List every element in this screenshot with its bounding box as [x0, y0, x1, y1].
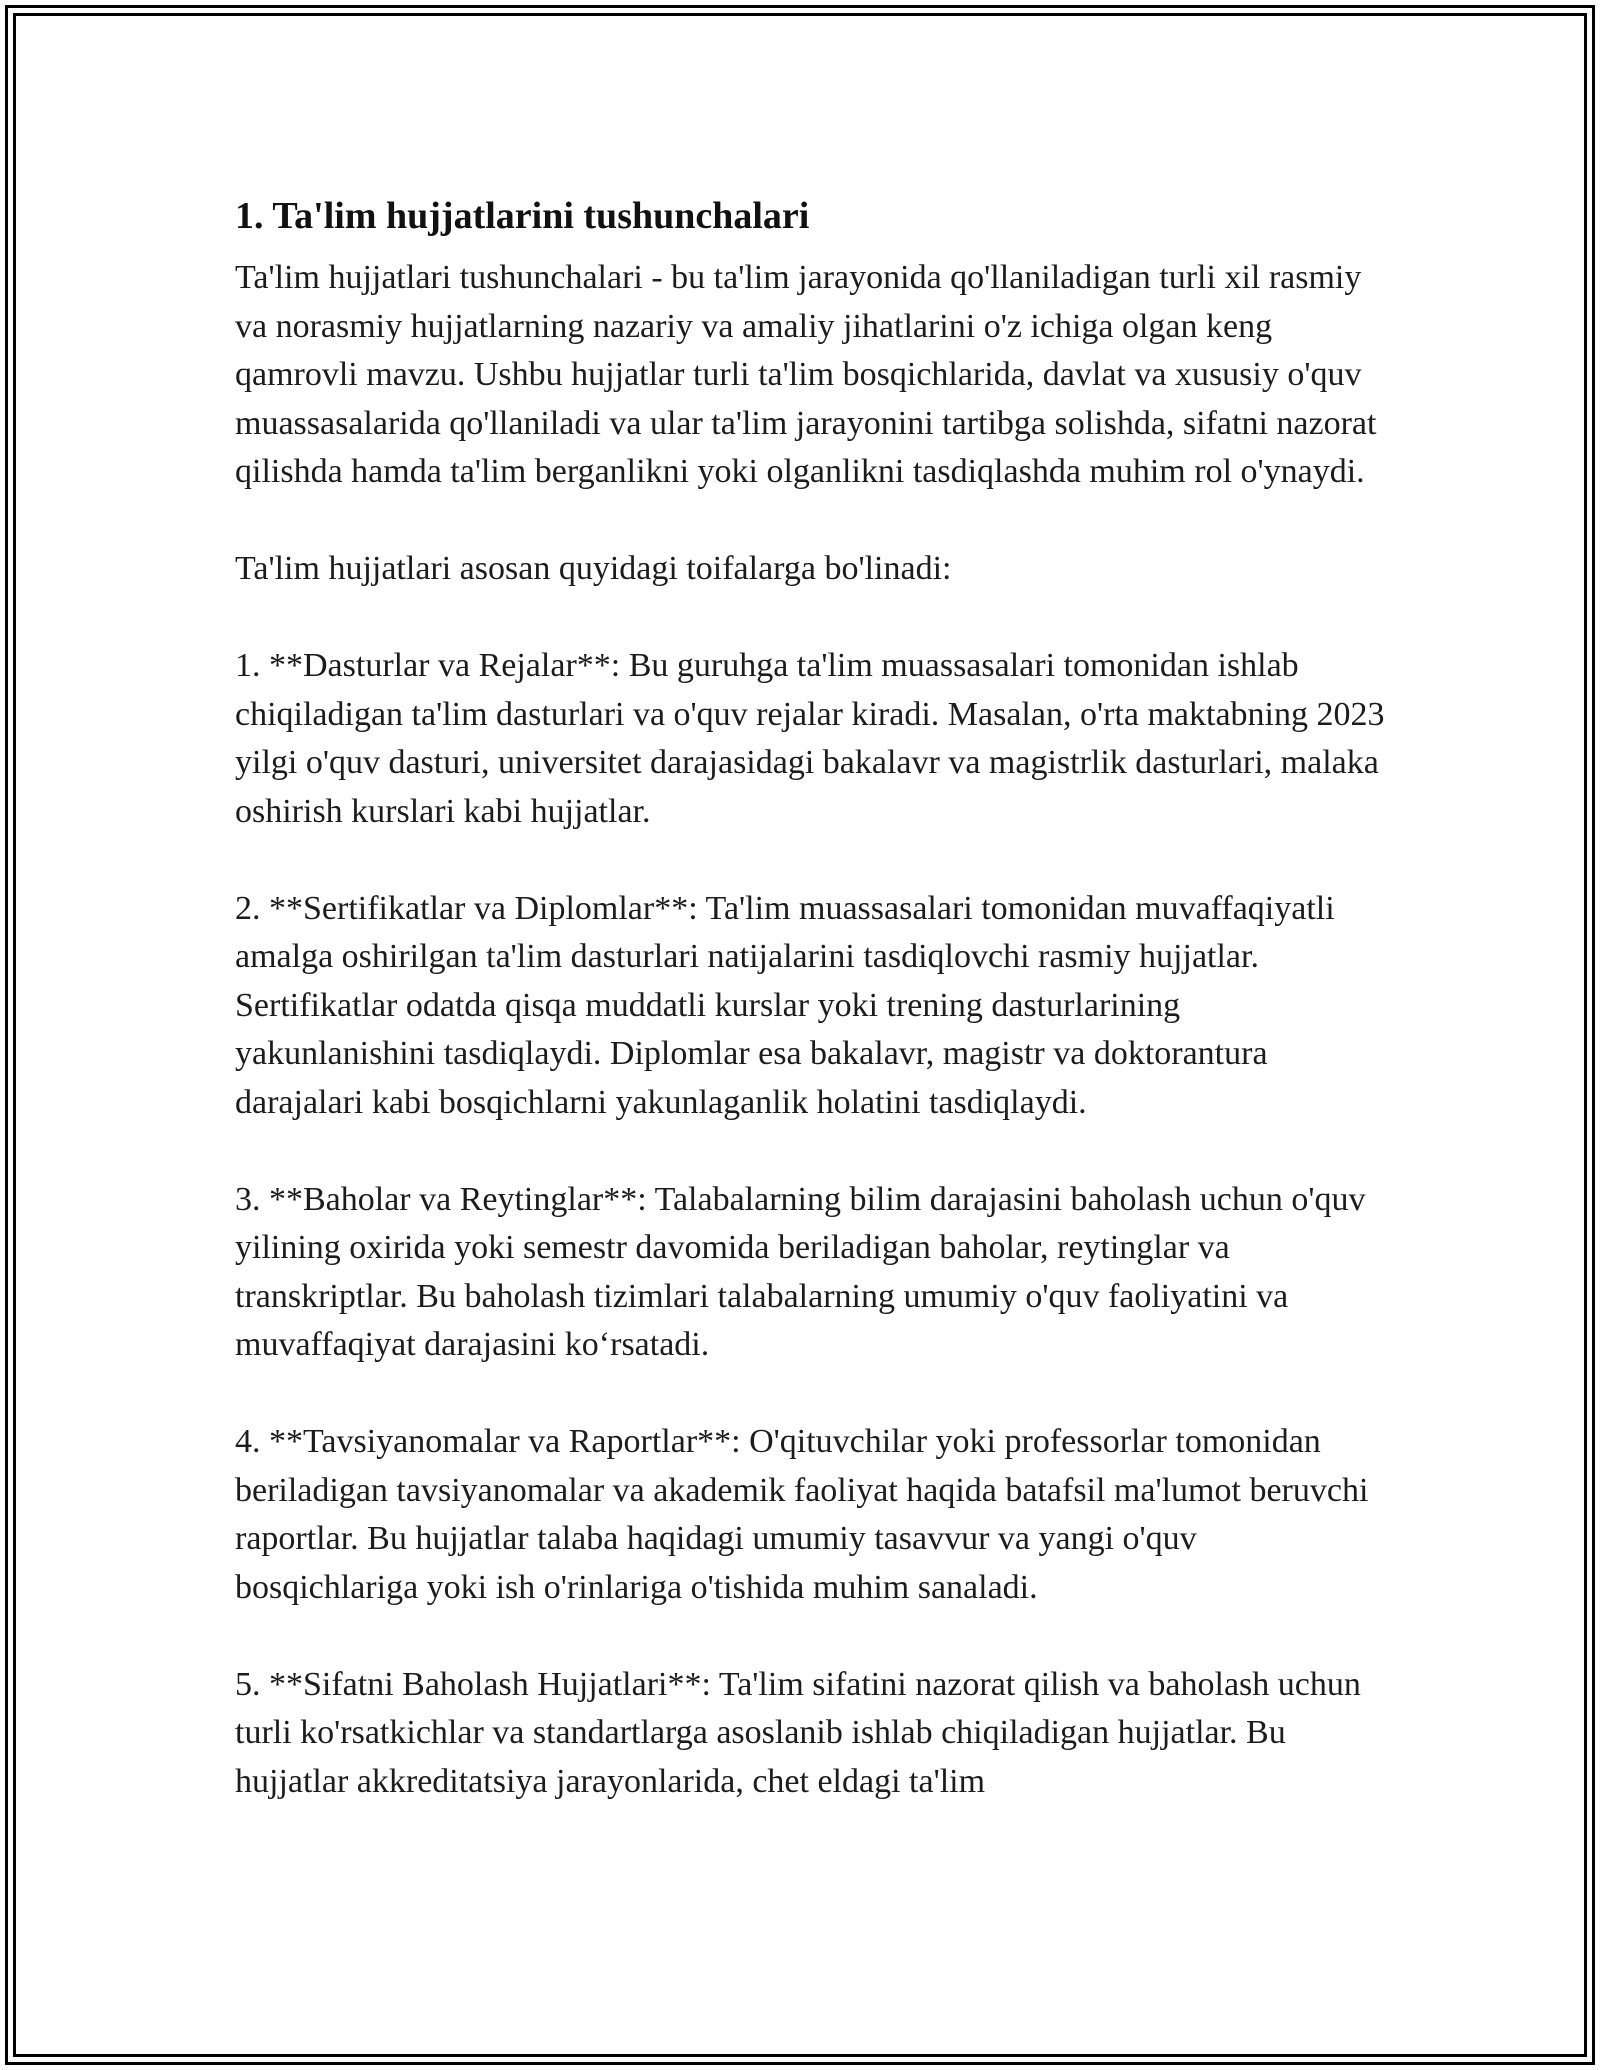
categories-lead-paragraph: Ta'lim hujjatlari asosan quyidagi toifalarga bo'linadi: [235, 550, 952, 587]
section-heading: 1. Ta'lim hujjatlarini tushunchalari [235, 195, 810, 237]
list-item-sertifikatlar: 2. **Sertifikatlar va Diplomlar**: Ta'lim muassasalari tomonidan muvaffaqiyatli amalga oshirilgan ta'lim dasturlari natijalarini tasdiqlovchi rasmiy hujjatlar. Sertifikatlar odatda qisqa muddatli kurslar yoki trening dasturlarining yakunlanishini tasdiqlaydi. Diplomlar esa bakalavr, magistr va doktorantura darajalari kabi bosqichlarni yakunlaganlik holatini tasdiqlaydi. [235, 889, 1335, 1121]
intro-paragraph: Ta'lim hujjatlari tushunchalari - bu ta'lim jarayonida qo'llaniladigan turli xil rasmiy va norasmiy hujjatlarning nazariy va amaliy jihatlarini o'z ichiga olgan keng qamrovli mavzu. Ushbu hujjatlar turli ta'lim bosqichlarida, davlat va xususiy o'quv muassasalarida qo'llaniladi va ular ta'lim jarayonini tartibga solishda, sifatni nazorat qilishda hamda ta'lim berganlikni yoki olganlikni tasdiqlashda muhim rol o'ynaydi. [235, 259, 1377, 490]
document-body [235, 188, 1385, 1806]
list-item-baholar: 3. **Baholar va Reytinglar**: Talabalarning bilim darajasini baholash uchun o'quv yilining oxirida yoki semestr davomida beriladigan baholar, reytinglar va transkriptlar. Bu baholash tizimlari talabalarning umumiy o'quv faoliyatini va muvaffaqiyat darajasini ko‘rsatadi. [235, 1180, 1366, 1363]
list-item-sifat: 5. **Sifatni Baholash Hujjatlari**: Ta'lim sifatini nazorat qilish va baholash uchun turli ko'rsatkichlar va standartlarga asoslanib ishlab chiqiladigan hujjatlar. Bu hujjatlar akkreditatsiya jarayonlarida, chet eldagi ta'lim [235, 1665, 1361, 1800]
list-item-tavsiyanomalar: 4. **Tavsiyanomalar va Raportlar**: O'qituvchilar yoki professorlar tomonidan beriladigan tavsiyanomalar va akademik faoliyat haqida batafsil ma'lumot beruvchi raportlar. Bu hujjatlar talaba haqidagi umumiy tasavvur va yangi o'quv bosqichlariga yoki ish o'rinlariga o'tishida muhim sanaladi. [235, 1423, 1369, 1606]
list-item-dasturlar: 1. **Dasturlar va Rejalar**: Bu guruhga ta'lim muassasalari tomonidan ishlab chiqiladigan ta'lim dasturlari va o'quv rejalar kiradi. Masalan, o'rta maktabning 2023 yilgi o'quv dasturi, universitet darajasidagi bakalavr va magistrlik dasturlari, malaka oshirish kurslari kabi hujjatlar. [235, 647, 1385, 830]
